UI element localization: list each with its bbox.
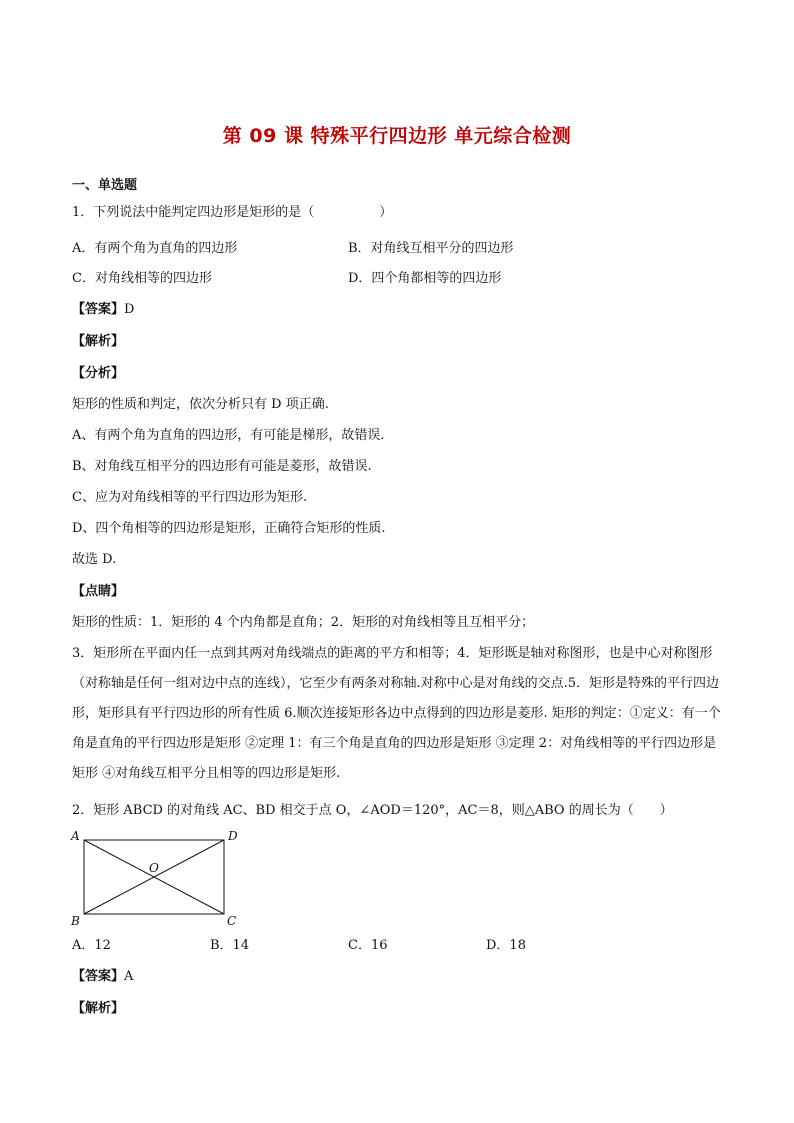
q2-analysis-tag: 【解析】: [72, 1001, 125, 1016]
q1-option-d: D．四个角都相等的四边形: [348, 271, 502, 286]
q1-dianjing-first: 矩形的性质：1．矩形的 4 个内角都是直角；2．矩形的对角线相等且互相平分；: [72, 615, 535, 630]
q1-fenxi-line: B、对角线互相平分的四边形有可能是菱形，故错误.: [72, 459, 372, 474]
q2-option-c: C．16: [348, 938, 388, 953]
q1-dianjing-tag: 【点睛】: [72, 584, 125, 599]
q1-fenxi-tag: 【分析】: [72, 366, 125, 381]
q1-fenxi-line: 故选 D.: [72, 552, 117, 567]
vertex-label-a: A: [71, 829, 80, 843]
q2-answer-value: A: [124, 969, 134, 984]
q2-answer-line: [72, 969, 133, 985]
vertex-label-c: C: [227, 914, 237, 928]
q2-option-a: A．12: [72, 938, 111, 953]
q1-fenxi-line: D、四个角相等的四边形是矩形，正确符合矩形的性质.: [72, 521, 386, 536]
q2-stem: 2．矩形 ABCD 的对角线 AC、BD 相交于点 O，∠AOD＝120°，AC＝8，则△ABO 的周长为（ ）: [72, 803, 673, 818]
q1-fenxi-line: A、有两个角为直角的四边形，有可能是梯形，故错误.: [72, 428, 385, 443]
section-title: 一、单选题: [72, 178, 138, 193]
q2-option-b: B．14: [210, 938, 250, 953]
q2-option-d: D．18: [486, 938, 526, 953]
page-title: 第 09 课 特殊平行四边形 单元综合检测: [222, 125, 572, 147]
center-label-o: O: [149, 861, 159, 875]
q1-option-c: C．对角线相等的四边形: [72, 271, 212, 286]
answer-tag: 【答案】: [72, 969, 125, 984]
answer-tag: 【答案】: [72, 302, 125, 317]
q1-analysis-tag: 【解析】: [72, 334, 125, 349]
q1-answer-value: D: [124, 302, 135, 317]
q1-answer-line: [72, 302, 134, 318]
q1-option-a: A．有两个角为直角的四边形: [72, 241, 238, 256]
q1-dianjing-paragraph: 3．矩形所在平面内任一点到其两对角线端点的距离的平方和相等；4．矩形既是轴对称图形，也是中心对称图形（对称轴是任何一组对边中点的连线），它至少有两条对称轴.对称中心是对角线的交点.5．矩形是特殊的平行四边形，矩形具有平行四边形的所有性质 6.顺次连接矩形各边中点得到的四边形是菱形. 矩形的判定：①定义：有一个角是直角的平行四边形是矩形 ②定理 1：有三个角是直角的四边形是矩形 ③定理 2：对角线相等的平行四边形是矩形 ④对角线互相平分且相等的四边形是矩形.: [72, 646, 721, 781]
q1-fenxi-line: C、应为对角线相等的平行四边形为矩形.: [72, 490, 308, 505]
q1-fenxi-line: 矩形的性质和判定，依次分析只有 D 项正确.: [72, 397, 329, 412]
q1-stem: 1．下列说法中能判定四边形是矩形的是（ ）: [72, 205, 393, 220]
vertex-label-b: B: [71, 914, 80, 928]
rectangle-diagram: [70, 828, 245, 928]
q1-option-b: B．对角线互相平分的四边形: [348, 241, 514, 256]
vertex-label-d: D: [228, 829, 238, 843]
